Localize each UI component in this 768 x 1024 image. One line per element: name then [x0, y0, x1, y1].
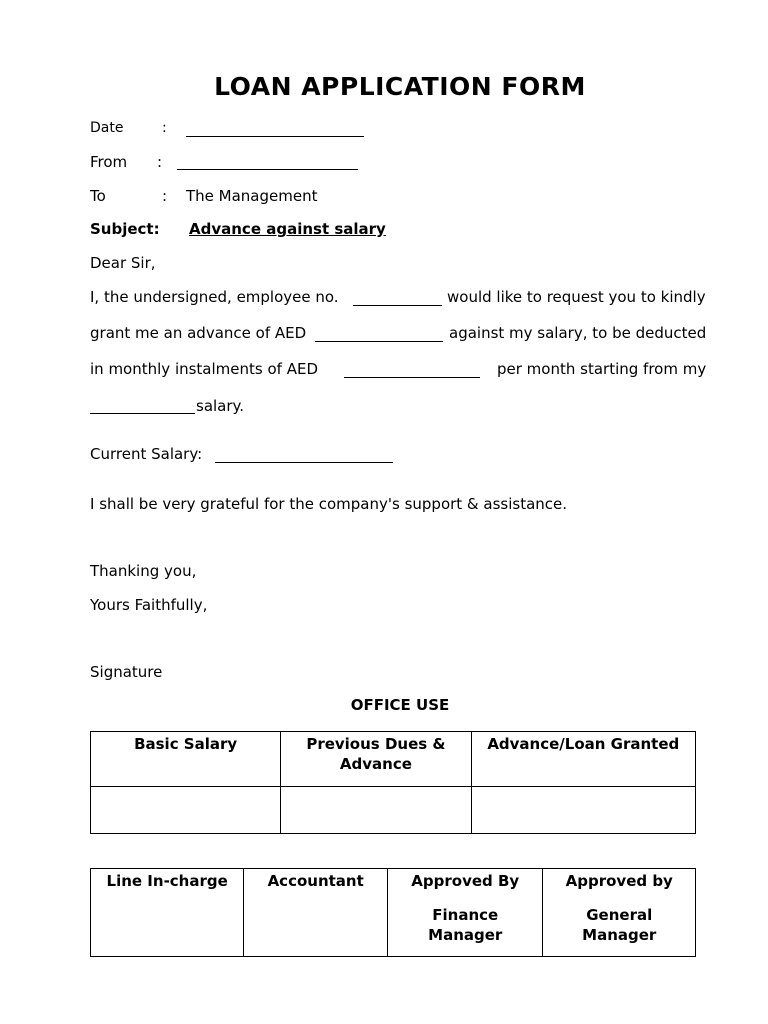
current-salary-label: Current Salary:	[90, 445, 203, 463]
salutation: Dear Sir,	[90, 254, 156, 272]
form-title: LOAN APPLICATION FORM	[214, 72, 586, 101]
date-colon: :	[162, 120, 167, 136]
approval-row	[91, 869, 696, 957]
start-month-field[interactable]	[90, 399, 195, 414]
finance-manager-cell[interactable]: Approved By Finance Manager	[388, 869, 543, 957]
header-basic-salary: Basic Salary	[91, 732, 281, 787]
closing-yours: Yours Faithfully,	[90, 596, 208, 614]
date-label: Date	[90, 120, 124, 136]
body-line2-start: grant me an advance of AED	[90, 324, 307, 342]
body-line1-start: I, the undersigned, employee no.	[90, 288, 339, 306]
line-incharge-cell[interactable]: Line In-charge	[91, 869, 244, 957]
current-salary-field[interactable]	[215, 448, 393, 463]
body-line1-end: would like to request you to kindly	[447, 288, 706, 306]
body-line3-end: per month starting from my	[497, 360, 707, 378]
employee-no-field[interactable]	[353, 291, 442, 306]
office-use-title: OFFICE USE	[350, 696, 450, 714]
to-label: To	[90, 187, 106, 205]
advance-amount-field[interactable]	[315, 327, 443, 342]
closing-thanks: Thanking you,	[90, 562, 197, 580]
accountant-cell[interactable]: Accountant	[244, 869, 388, 957]
instalment-amount-field[interactable]	[344, 363, 480, 378]
body-line2-end: against my salary, to be deducted	[449, 324, 707, 342]
subject-label: Subject:	[90, 220, 160, 238]
general-manager-cell[interactable]: Approved by General Manager	[543, 869, 696, 957]
header-advance-granted: Advance/Loan Granted	[471, 732, 695, 787]
basic-salary-cell[interactable]	[91, 787, 281, 834]
body-line3-start: in monthly instalments of AED	[90, 360, 318, 378]
to-value: The Management	[186, 187, 318, 205]
date-field[interactable]	[186, 122, 364, 137]
office-use-input-row	[91, 787, 696, 834]
approval-table	[90, 868, 696, 957]
body-line4-end: salary.	[196, 397, 245, 415]
advance-granted-cell[interactable]	[471, 787, 695, 834]
from-colon: :	[157, 153, 163, 171]
subject-value: Advance against salary	[189, 220, 386, 238]
from-label: From	[90, 153, 128, 171]
gratitude-text: I shall be very grateful for the company's support & assistance.	[90, 495, 568, 513]
signature-label: Signature	[90, 663, 163, 681]
header-previous-dues: Previous Dues & Advance	[281, 732, 471, 787]
from-field[interactable]	[177, 155, 358, 170]
previous-dues-cell[interactable]	[281, 787, 471, 834]
office-use-header-row	[91, 732, 696, 787]
to-colon: :	[162, 187, 168, 205]
office-use-table	[90, 731, 696, 834]
